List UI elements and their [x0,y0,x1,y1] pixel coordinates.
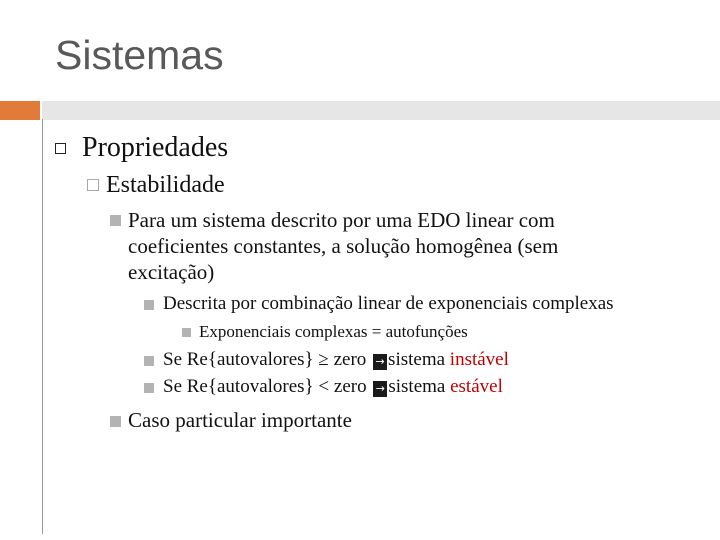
bullet-l3-icon [110,215,121,226]
highlight-estavel: estável [450,376,503,397]
text-autofuncoes: Exponenciais complexas = autofunções [199,322,468,341]
paragraph-line-2: coeficientes constantes, a solução homogênea (sem [128,234,559,258]
title-rule [42,101,720,120]
subheading-estabilidade: Estabilidade [106,172,225,198]
title-accent-bar [0,101,40,120]
paragraph-line-3: excitação) [128,260,215,284]
bullet-l5-icon [182,328,191,337]
left-vertical-rule [42,119,43,534]
paragraph-line-1: Para um sistema descrito por uma EDO linear com [128,208,555,232]
bullet-l3-icon [110,416,121,427]
text-estavel-rule [163,376,503,398]
text-instavel-rule [163,349,509,371]
paragraph-edo [128,207,558,285]
bullet-l2-icon [87,179,99,191]
result-text: sistema [388,349,450,370]
result-text: sistema [388,376,451,397]
highlight-instavel: instável [449,349,509,370]
arrow-icon: → [373,381,387,397]
text-caso-particular: Caso particular importante [128,408,352,432]
arrow-icon: → [373,354,387,370]
text-combinacao-linear: Descrita por combinação linear de exponenciais complexas [163,293,614,314]
bullet-l4-icon [144,356,154,366]
slide-title: Sistemas [55,32,224,78]
bullet-l4-icon [144,383,154,393]
bullet-l1-icon [55,143,66,154]
bullet-l4-icon [144,300,154,310]
condition-text: Se Re{autovalores} < zero [163,376,372,397]
heading-propriedades: Propriedades [82,132,229,163]
condition-text: Se Re{autovalores} ≥ zero [163,349,372,370]
